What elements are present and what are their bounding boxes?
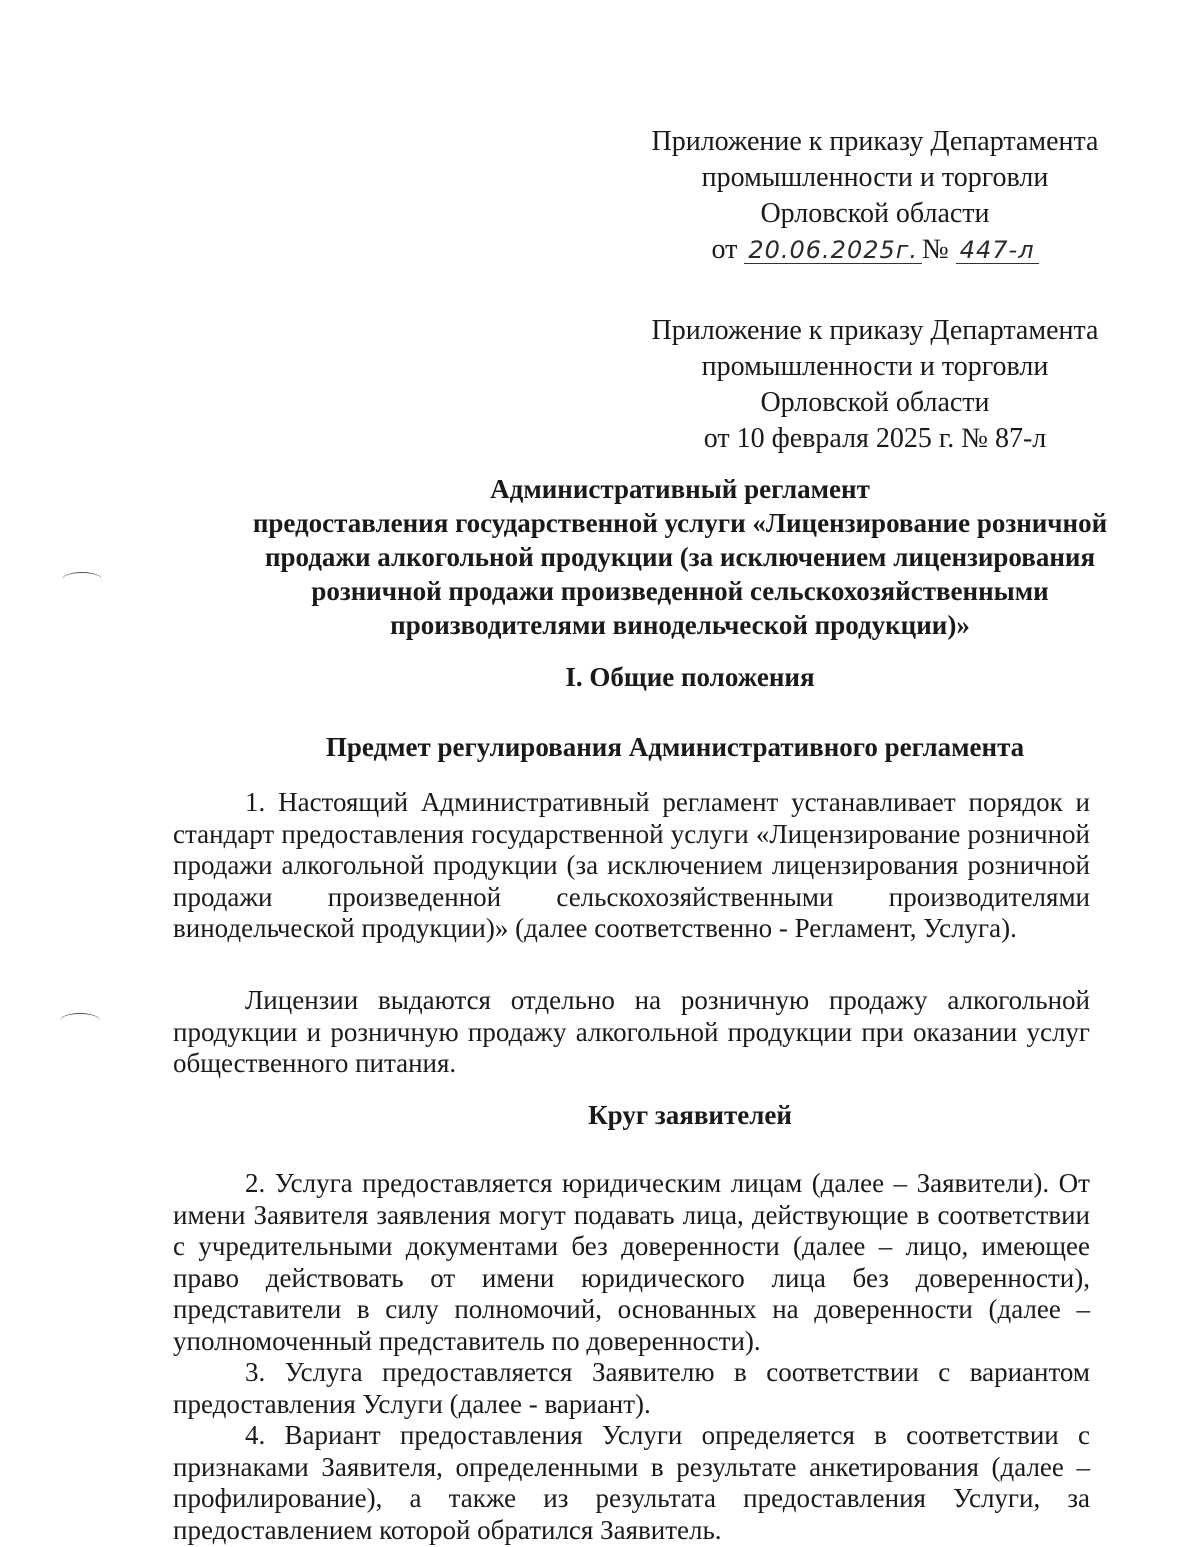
current-order-stamp	[640, 124, 1110, 268]
stamp-line: промышленности и торговли	[701, 162, 1049, 193]
paragraph-3: 3. Услуга предоставляется Заявителю в соответствии с вариантом предоставления Услуги (далее - вариант).	[173, 1357, 1090, 1419]
stamp-date-line	[640, 232, 1110, 268]
document-title	[170, 472, 1190, 642]
paragraph-1: 1. Настоящий Административный регламент устанавливает порядок и стандарт предоставления государственной услуги «Лицензирование розничной продажи алкогольной продукции (за исключением лицензирования розничной продажи произведенной сельскохозяйственными производителями винодельческой продукции)» (далее соответственно - Регламент, Услуга).	[173, 787, 1090, 943]
stamp-line: Приложение к приказу Департамента	[651, 126, 1099, 157]
section-heading-subject: Предмет регулирования Административного регламента	[325, 732, 1025, 762]
stamp-line: промышленности и торговли	[701, 351, 1049, 382]
punch-hole-mark	[60, 1013, 100, 1028]
stamp-line: Орловской области	[760, 387, 990, 418]
handwritten-date: 20.06.2025г.	[744, 237, 922, 264]
title-line: производителями винодельческой продукции)»	[390, 610, 970, 640]
section-heading-applicants: Круг заявителей	[588, 1100, 792, 1130]
date-prefix: от	[711, 234, 738, 265]
stamp-line: Орловской области	[760, 198, 990, 229]
paragraph-2: 2. Услуга предоставляется юридическим лицам (далее – Заявители). От имени Заявителя заявления могут подавать лица, действующие в соответствии с учредительными документами без доверенности (далее – лицо, имеющее право действовать от имени юридического лица без доверенности), представители в силу полномочий, основанных на доверенности (далее – уполномоченный представитель по доверенности).	[173, 1168, 1090, 1356]
stamp-line: от 10 февраля 2025 г. № 87-л	[703, 423, 1047, 454]
paragraph-licenses: Лицензии выдаются отдельно на розничную продажу алкогольной продукции и розничную продажу алкогольной продукции при оказании услуг общественного питания.	[173, 985, 1090, 1078]
title-line: розничной продажи произведенной сельскохозяйственными	[311, 576, 1049, 606]
title-line: Административный регламент	[490, 474, 870, 504]
title-line: предоставления государственной услуги «Лицензирование розничной	[252, 508, 1108, 538]
previous-order-stamp	[640, 313, 1110, 457]
title-line: продажи алкогольной продукции (за исключением лицензирования	[264, 542, 1096, 572]
handwritten-number: 447-л	[956, 237, 1039, 264]
stamp-line: Приложение к приказу Департамента	[651, 315, 1099, 346]
punch-hole-mark	[62, 572, 102, 587]
section-heading-general: I. Общие положения	[565, 662, 815, 692]
paragraph-4: 4. Вариант предоставления Услуги определяется в соответствии с признаками Заявителя, определенными в результате анкетирования (далее – профилирование), а также из результата предоставления Услуги, за предоставлением которой обратился Заявитель.	[173, 1420, 1090, 1545]
number-prefix: №	[922, 234, 949, 265]
